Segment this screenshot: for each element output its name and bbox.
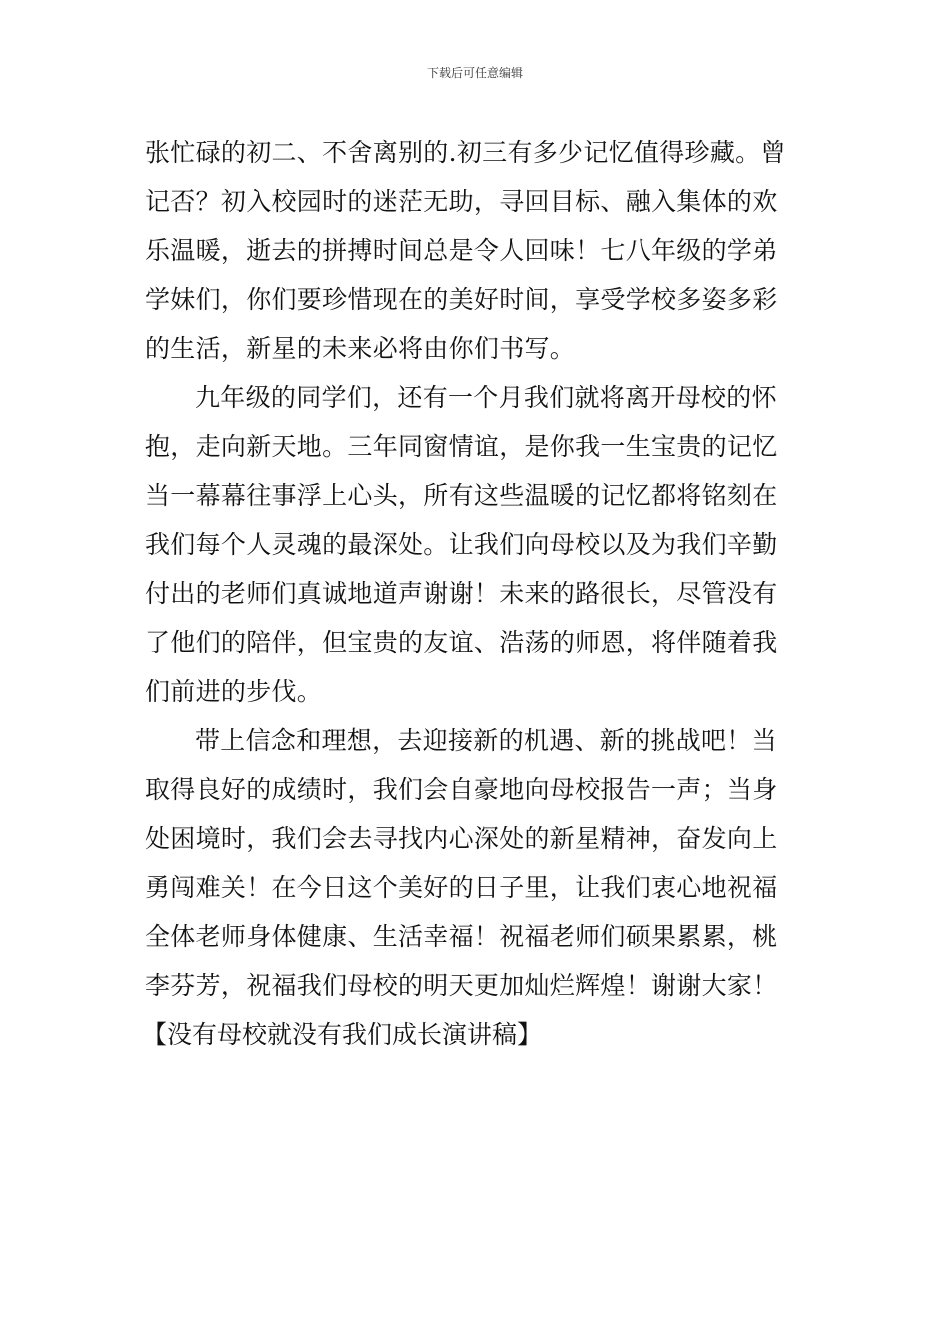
paragraph-3 [145, 716, 810, 1010]
closing-title: 【没有母校就没有我们成长演讲稿】 [142, 1020, 543, 1049]
text-line: 记否？初入校园时的迷茫无助，寻回目标、融入集体的欢 [145, 187, 778, 216]
text-line: 李芬芳，祝福我们母校的明天更加灿烂辉煌！谢谢大家！ [145, 971, 778, 1000]
text-line: 我们每个人灵魂的最深处。让我们向母校以及为我们辛勤 [145, 530, 778, 559]
text-line: 了他们的陪伴，但宝贵的友谊、浩荡的师恩，将伴随着我 [145, 628, 778, 657]
text-line: 们前进的步伐。 [145, 677, 323, 706]
text-line: 当一幕幕往事浮上心头，所有这些温暖的记忆都将铭刻在 [145, 481, 778, 510]
text-line: 带上信念和理想，去迎接新的机遇、新的挑战吧！当 [195, 726, 777, 755]
paragraph-1 [145, 128, 810, 373]
text-line: 抱，走向新天地。三年同窗情谊，是你我一生宝贵的记忆 [145, 432, 778, 461]
page-header: 下载后可任意编辑 [426, 66, 523, 80]
text-line: 处困境时，我们会去寻找内心深处的新星精神，奋发向上 [145, 824, 778, 853]
text-line: 勇闯难关！在今日这个美好的日子里，让我们衷心地祝福 [145, 873, 778, 902]
text-line: 张忙碌的初二、不舍离别的.初三有多少记忆值得珍藏。曾 [145, 138, 786, 167]
text-line: 付出的老师们真诚地道声谢谢！未来的路很长，尽管没有 [145, 579, 778, 608]
paragraph-2 [145, 373, 810, 716]
text-line: 取得良好的成绩时，我们会自豪地向母校报告一声；当身 [145, 775, 778, 804]
document-body [142, 128, 810, 1059]
text-line: 全体老师身体健康、生活幸福！祝福老师们硕果累累，桃 [145, 922, 778, 951]
text-line: 九年级的同学们，还有一个月我们就将离开母校的怀 [195, 383, 777, 412]
text-line: 乐温暖，逝去的拼搏时间总是令人回味！七八年级的学弟 [145, 236, 778, 265]
text-line: 的生活，新星的未来必将由你们书写。 [145, 334, 576, 363]
text-line: 学妹们，你们要珍惜现在的美好时间，享受学校多姿多彩 [145, 285, 778, 314]
